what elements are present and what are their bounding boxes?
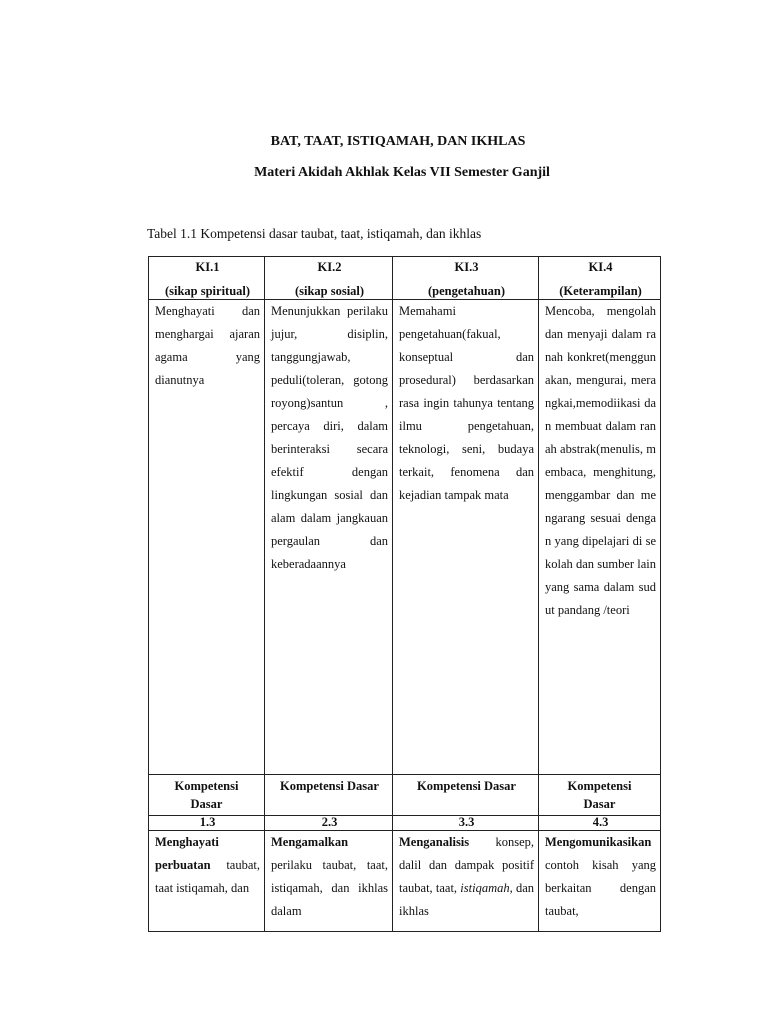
ki1-text: Menghayati dan menghargai ajaran agama yang dianutnya [155,304,260,387]
kd-label-cell: Kompetensi Dasar [393,775,539,816]
header-label: (pengetahuan) [427,284,506,298]
ki4-content-cell [539,300,661,775]
kd-label-cell: Kompetensi Dasar [149,775,265,816]
kd-label-row [149,775,661,816]
header-code: KI.1 [195,260,220,274]
kd-label-cell: Kompetensi Dasar [265,775,393,816]
ki2-content-cell [265,300,393,775]
competency-table [148,256,661,932]
ki3-content-cell [393,300,539,775]
kd3-tail: dan ikhlas [399,881,534,918]
kd2-content-cell [265,831,393,932]
kd3-content-cell [393,831,539,932]
header-code: KI.3 [454,260,479,274]
header-label: (Keterampilan) [559,284,642,298]
table-caption: Tabel 1.1 Kompetensi dasar taubat, taat, istiqamah, dan ikhlas [147,226,482,241]
ki2-text: Menunjukkan perilaku jujur, disiplin, tanggungjawab, peduli(toleran, gotong royong)santun , percaya diri, dalam berinteraksi secara efektif dengan lingkungan sosial dan alam dalam jangkauan pergaulan dan keberadaannya [271,304,388,571]
kd-number-cell: 3.3 [393,816,539,831]
header-cell-ki2 [265,257,393,300]
kd-content-row [149,831,661,932]
kd1-verb: Menghayati perbuatan [155,835,219,872]
header-code: KI.2 [317,260,342,274]
kd-number-cell: 1.3 [149,816,265,831]
kd-number-cell: 4.3 [539,816,661,831]
kd1-text: taubat, taat istiqamah, dan [155,858,260,895]
document-subtitle: Materi Akidah Akhlak Kelas VII Semester Ganjil [254,165,550,180]
header-cell-ki3 [393,257,539,300]
kd-label-cell: Kompetensi Dasar [539,775,661,816]
kd3-verb: Menganalisis [399,835,470,849]
kd3-italic-term: istiqamah, [460,881,513,895]
document-title: BAT, TAAT, ISTIQAMAH, DAN IKHLAS [270,134,526,149]
ki4-text: Mencoba, mengolah dan menyaji dalam ranah konkret(menggunakan, mengurai, merangkai,memodiikasi dan membuat dalam ranah abstrak(menulis, membaca, menghitung, menggambar dan mengarang sesuai dengan yang dipelajari di sekolah dan sumber lain yang sama dalam sudut pandang /teori [545,304,656,617]
header-label: (sikap spiritual) [164,284,251,298]
header-label: (sikap sosial) [294,284,365,298]
header-cell-ki4 [539,257,661,300]
header-cell-ki1 [149,257,265,300]
kd2-verb: Mengamalkan [271,835,349,849]
kd4-content-cell [539,831,661,932]
table-header-row [149,257,661,300]
kd2-text: perilaku taubat, taat, istiqamah, dan ikhlas dalam [271,858,388,918]
kd-number-cell: 2.3 [265,816,393,831]
kd1-content-cell [149,831,265,932]
kd4-verb: Mengomunikasikan [545,835,652,849]
kd3-text: konsep, dalil dan dampak positif taubat, taat, [399,835,534,895]
ki1-content-cell [149,300,265,775]
ki-content-row [149,300,661,775]
header-code: KI.4 [588,260,613,274]
kd4-text: contoh kisah yang berkaitan dengan taubat, [545,858,656,918]
ki3-text: Memahami pengetahuan(fakual, konseptual dan prosedural) berdasarkan rasa ingin tahunya tentang ilmu pengetahuan, teknologi, seni, budaya terkait, fenomena dan kejadian tampak mata [399,304,534,502]
kd-number-row [149,816,661,831]
